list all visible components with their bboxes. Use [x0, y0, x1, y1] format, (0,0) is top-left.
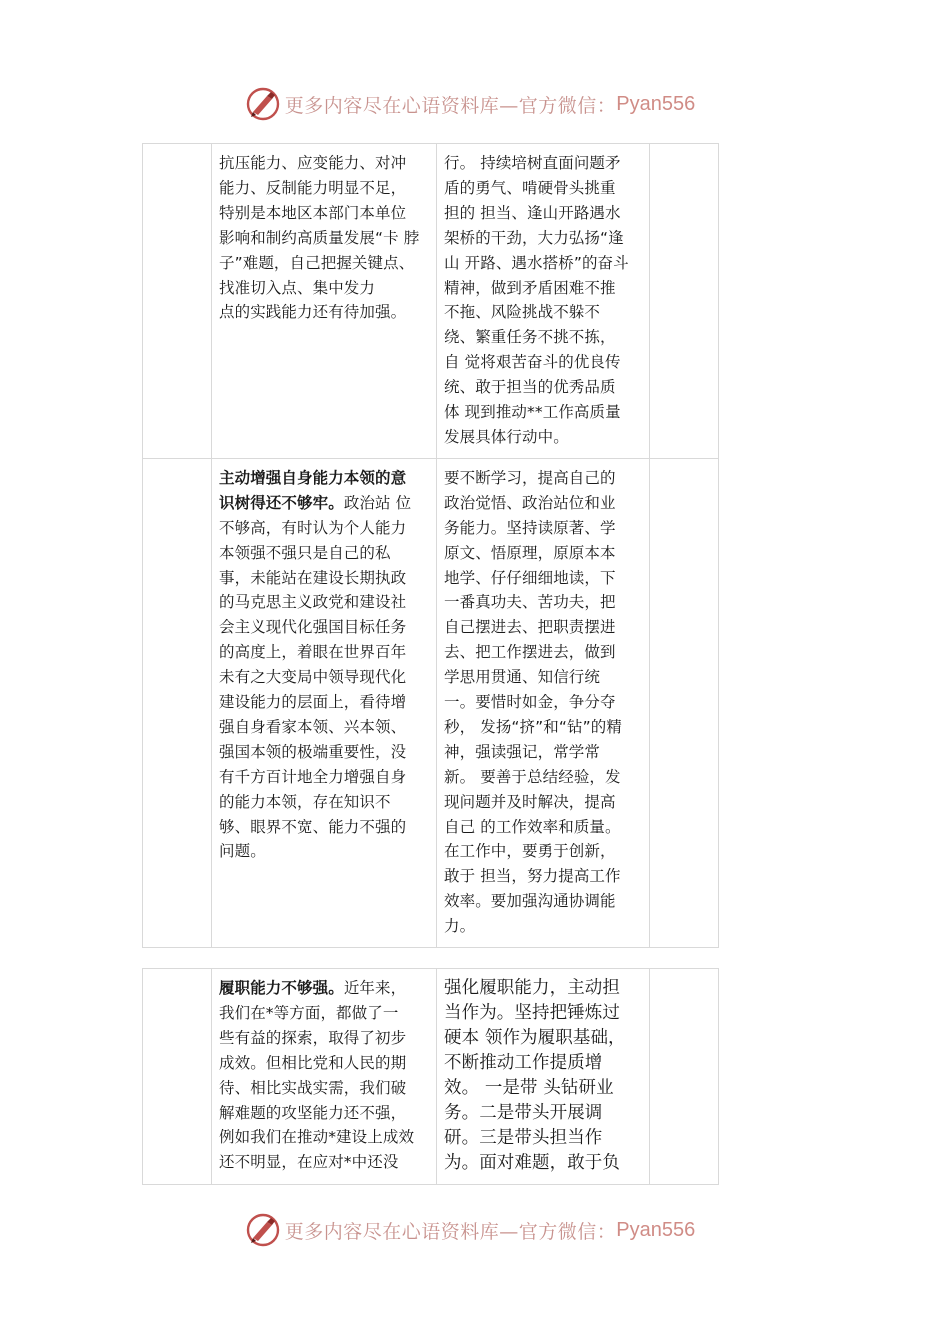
problem-text	[212, 969, 436, 1183]
measure-cell	[437, 458, 650, 947]
table-row	[143, 144, 719, 459]
problem-body: 政治站 位 不够高，有时认为个人能力 本领强不强只是自己的私 事，未能站在建设长期执政 的马克思主义政党和建设社 会主义现代化强国目标任务 的高度上，着眼在世界百年 未有之大变局中领导现代化 建设能力的层面上，看待增 强自身看家本领、兴本领、 强国本领的极端重要性，没 有千方百计地全力增强自身 的能力本领，存在知识不 够、眼界不宽、能力不强的 问题。	[219, 493, 412, 861]
footer-handle: Pyan556	[616, 1218, 696, 1241]
problem-cell	[212, 144, 437, 459]
problem-heading: 主动增强自身能力本领的意 识树得还不够牢。	[219, 468, 407, 512]
index-cell	[143, 458, 212, 947]
note-cell	[650, 458, 719, 947]
footer-text: 更多内容尽在心语资料库—官方微信：	[284, 1220, 617, 1243]
problem-text	[212, 459, 436, 873]
header-banner	[0, 82, 950, 126]
measure-text: 要不断学习，提高自己的 政治觉悟、政治站位和业 务能力。坚持读原著、学 原文、悟原理，原原本本 地学、仔仔细细地读，下 一番真功夫、苦功夫，把 自己摆进去、把职责摆进 去、把工作摆进去，做到 学思用贯通、知信行统 一。要惜时如金，争分夺 秒， 发扬“挤”和“钻”的精 神，强读强记，常学常 新。 要善于总结经验，发 现问题并及时解决，提高 自己 的工作效率和质量。 在工作中，要勇于创新， 敢于 担当，努力提高工作 效率。要加强沟通协调能 力。	[444, 468, 622, 936]
footer-banner	[0, 1208, 950, 1252]
note-cell	[650, 144, 719, 459]
problem-heading: 履职能力不够强。	[219, 979, 344, 997]
index-cell	[143, 969, 212, 1185]
measure-cell	[437, 144, 650, 459]
content-table-2	[142, 968, 719, 1185]
measure-text: 行。 持续培树直面问题矛 盾的勇气、啃硬骨头挑重 担的 担当、逢山开路遇水 架桥的干劲，大力弘扬“逢 山 开路、遇水搭桥”的奋斗 精神，做到矛盾困难不推 不拖、风险挑战不躲不 绕、繁重任务不挑不拣， 自 觉将艰苦奋斗的优良传 统、敢于担当的优秀品质 体 现到推动**工作高质量 发展具体行动中。	[444, 154, 629, 446]
header-text: 更多内容尽在心语资料库—官方微信：	[284, 94, 617, 117]
note-cell	[650, 969, 719, 1185]
problem-cell	[212, 969, 437, 1185]
problem-text: 抗压能力、应变能力、对冲 能力、反制能力明显不足， 特别是本地区本部门本单位 影响和制约高质量发展“卡 脖 子”难题，自己把握关键点、 找准切入点、集中发力 点的实践能力还有待加强。	[219, 154, 420, 322]
pen-logo-icon	[245, 1212, 281, 1248]
index-cell	[143, 144, 212, 459]
content-table-1	[142, 143, 719, 948]
header-handle: Pyan556	[616, 92, 696, 115]
problem-cell	[212, 458, 437, 947]
pen-logo-icon	[245, 86, 281, 122]
measure-text: 强化履职能力，主动担 当作为。坚持把锤炼过 硬本 领作为履职基础， 不断推动工作提质增 效。 一是带 头钻研业 务。二是带头开展调 研。三是带头担当作 为。面对难题，敢于负	[444, 978, 626, 1173]
table-row	[143, 969, 719, 1185]
table-row	[143, 458, 719, 947]
problem-body: 近年来， 我们在*等方面，都做了一 些有益的探索，取得了初步 成效。但相比党和人民的期 待、相比实战实需，我们破 解难题的攻坚能力还不强， 例如我们在推动*建设上成效 还不明显，在应对*中还没	[219, 979, 415, 1172]
measure-cell	[437, 969, 650, 1185]
